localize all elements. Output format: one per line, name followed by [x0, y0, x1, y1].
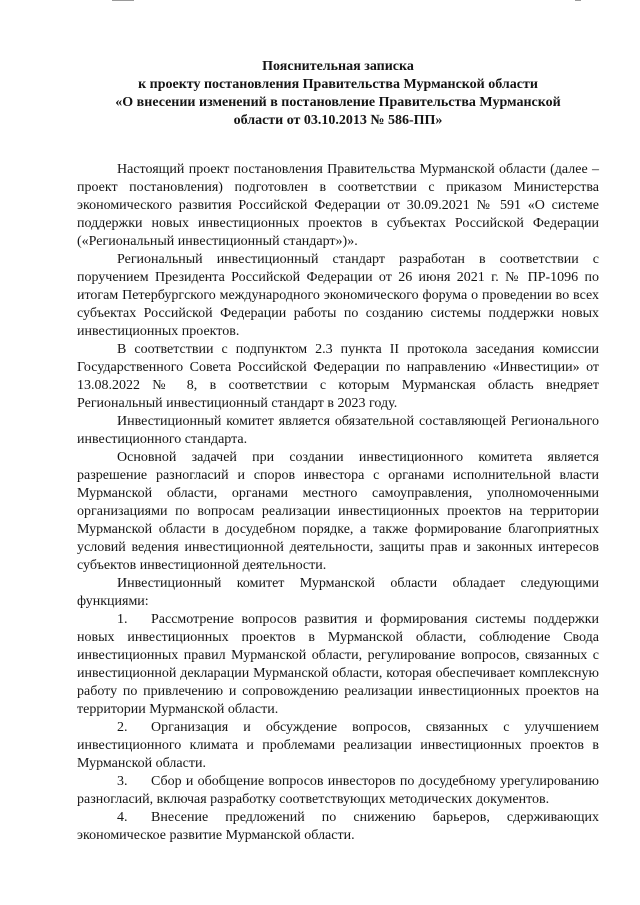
paragraph-6: Инвестиционный комитет Мурманской области обладает следующими функциями: — [77, 576, 599, 609]
title-line-1: Пояснительная записка — [262, 59, 414, 74]
document-title — [77, 58, 599, 130]
function-item-2 — [77, 719, 599, 773]
function-item-4 — [77, 809, 599, 845]
document-body — [77, 161, 599, 845]
function-text-3: Сбор и обобщение вопросов инвесторов по досудебному урегулированию разногласий, включая разработку соответствующих методических документов. — [77, 774, 599, 807]
paragraph-1: Настоящий проект постановления Правительства Мурманской области (далее – проект постановления) подготовлен в соответствии с приказом Министерства экономического развития Российской Федерации от 30.09.2021 № 591 «О системе поддержки новых инвестиционных проектов в субъектах Российской Федерации («Региональный инвестиционный стандарт»)». — [77, 162, 599, 249]
function-text-4: Внесение предложений по снижению барьеров, сдерживающих экономическое развитие Мурманской области. — [77, 810, 599, 843]
title-line-3: «О внесении изменений в постановление Правительства Мурманской — [115, 95, 561, 110]
document-page — [77, 58, 599, 845]
function-item-3 — [77, 773, 599, 809]
scan-edge-mark-right — [575, 0, 581, 1]
function-text-2: Организация и обсуждение вопросов, связанных с улучшением инвестиционного климата и проблемами реализации инвестиционных проектов в Мурманской области. — [77, 720, 599, 771]
function-item-1 — [77, 611, 599, 719]
paragraph-4: Инвестиционный комитет является обязательной составляющей Регионального инвестиционного стандарта. — [77, 414, 599, 447]
paragraph-2: Региональный инвестиционный стандарт разработан в соответствии с поручением Президента Российской Федерации от 26 июня 2021 г. № ПР-1096 по итогам Петербургского международного экономического форума о проведении во всех субъектах Российской Федерации работы по созданию системы поддержки новых инвестиционных проектов. — [77, 252, 599, 339]
function-number-1: 1. — [117, 612, 128, 627]
function-number-2: 2. — [117, 720, 128, 735]
scan-edge-mark-left — [112, 0, 134, 1]
title-line-2: к проекту постановления Правительства Мурманской области — [138, 77, 538, 92]
function-number-4: 4. — [117, 810, 128, 825]
function-number-3: 3. — [117, 774, 128, 789]
paragraph-3: В соответствии с подпунктом 2.3 пункта II протокола заседания комиссии Государственного Совета Российской Федерации по направлению «Инвестиции» от 13.08.2022 № 8, в соответствии с которым Мурманская область внедряет Региональный инвестиционный стандарт в 2023 году. — [77, 342, 599, 411]
paragraph-5: Основной задачей при создании инвестиционного комитета является разрешение разногласий и споров инвестора с органами исполнительной власти Мурманской области, органами местного самоуправления, уполномоченными организациями по вопросам реализации инвестиционных проектов на территории Мурманской области в досудебном порядке, а также формирование благоприятных условий ведения инвестиционной деятельности, защиты прав и законных интересов субъектов инвестиционной деятельности. — [77, 450, 599, 573]
title-line-4: области от 03.10.2013 № 586-ПП» — [233, 113, 443, 128]
function-text-1: Рассмотрение вопросов развития и формирования системы поддержки новых инвестиционных проектов в Мурманской области, соблюдение Свода инвестиционных правил Мурманской области, регулирование вопросов, связанных с инвестиционной декларации Мурманской области, которая обеспечивает комплексную работу по привлечению и сопровождению реализации инвестиционных проектов на территории Мурманской области. — [77, 612, 599, 717]
